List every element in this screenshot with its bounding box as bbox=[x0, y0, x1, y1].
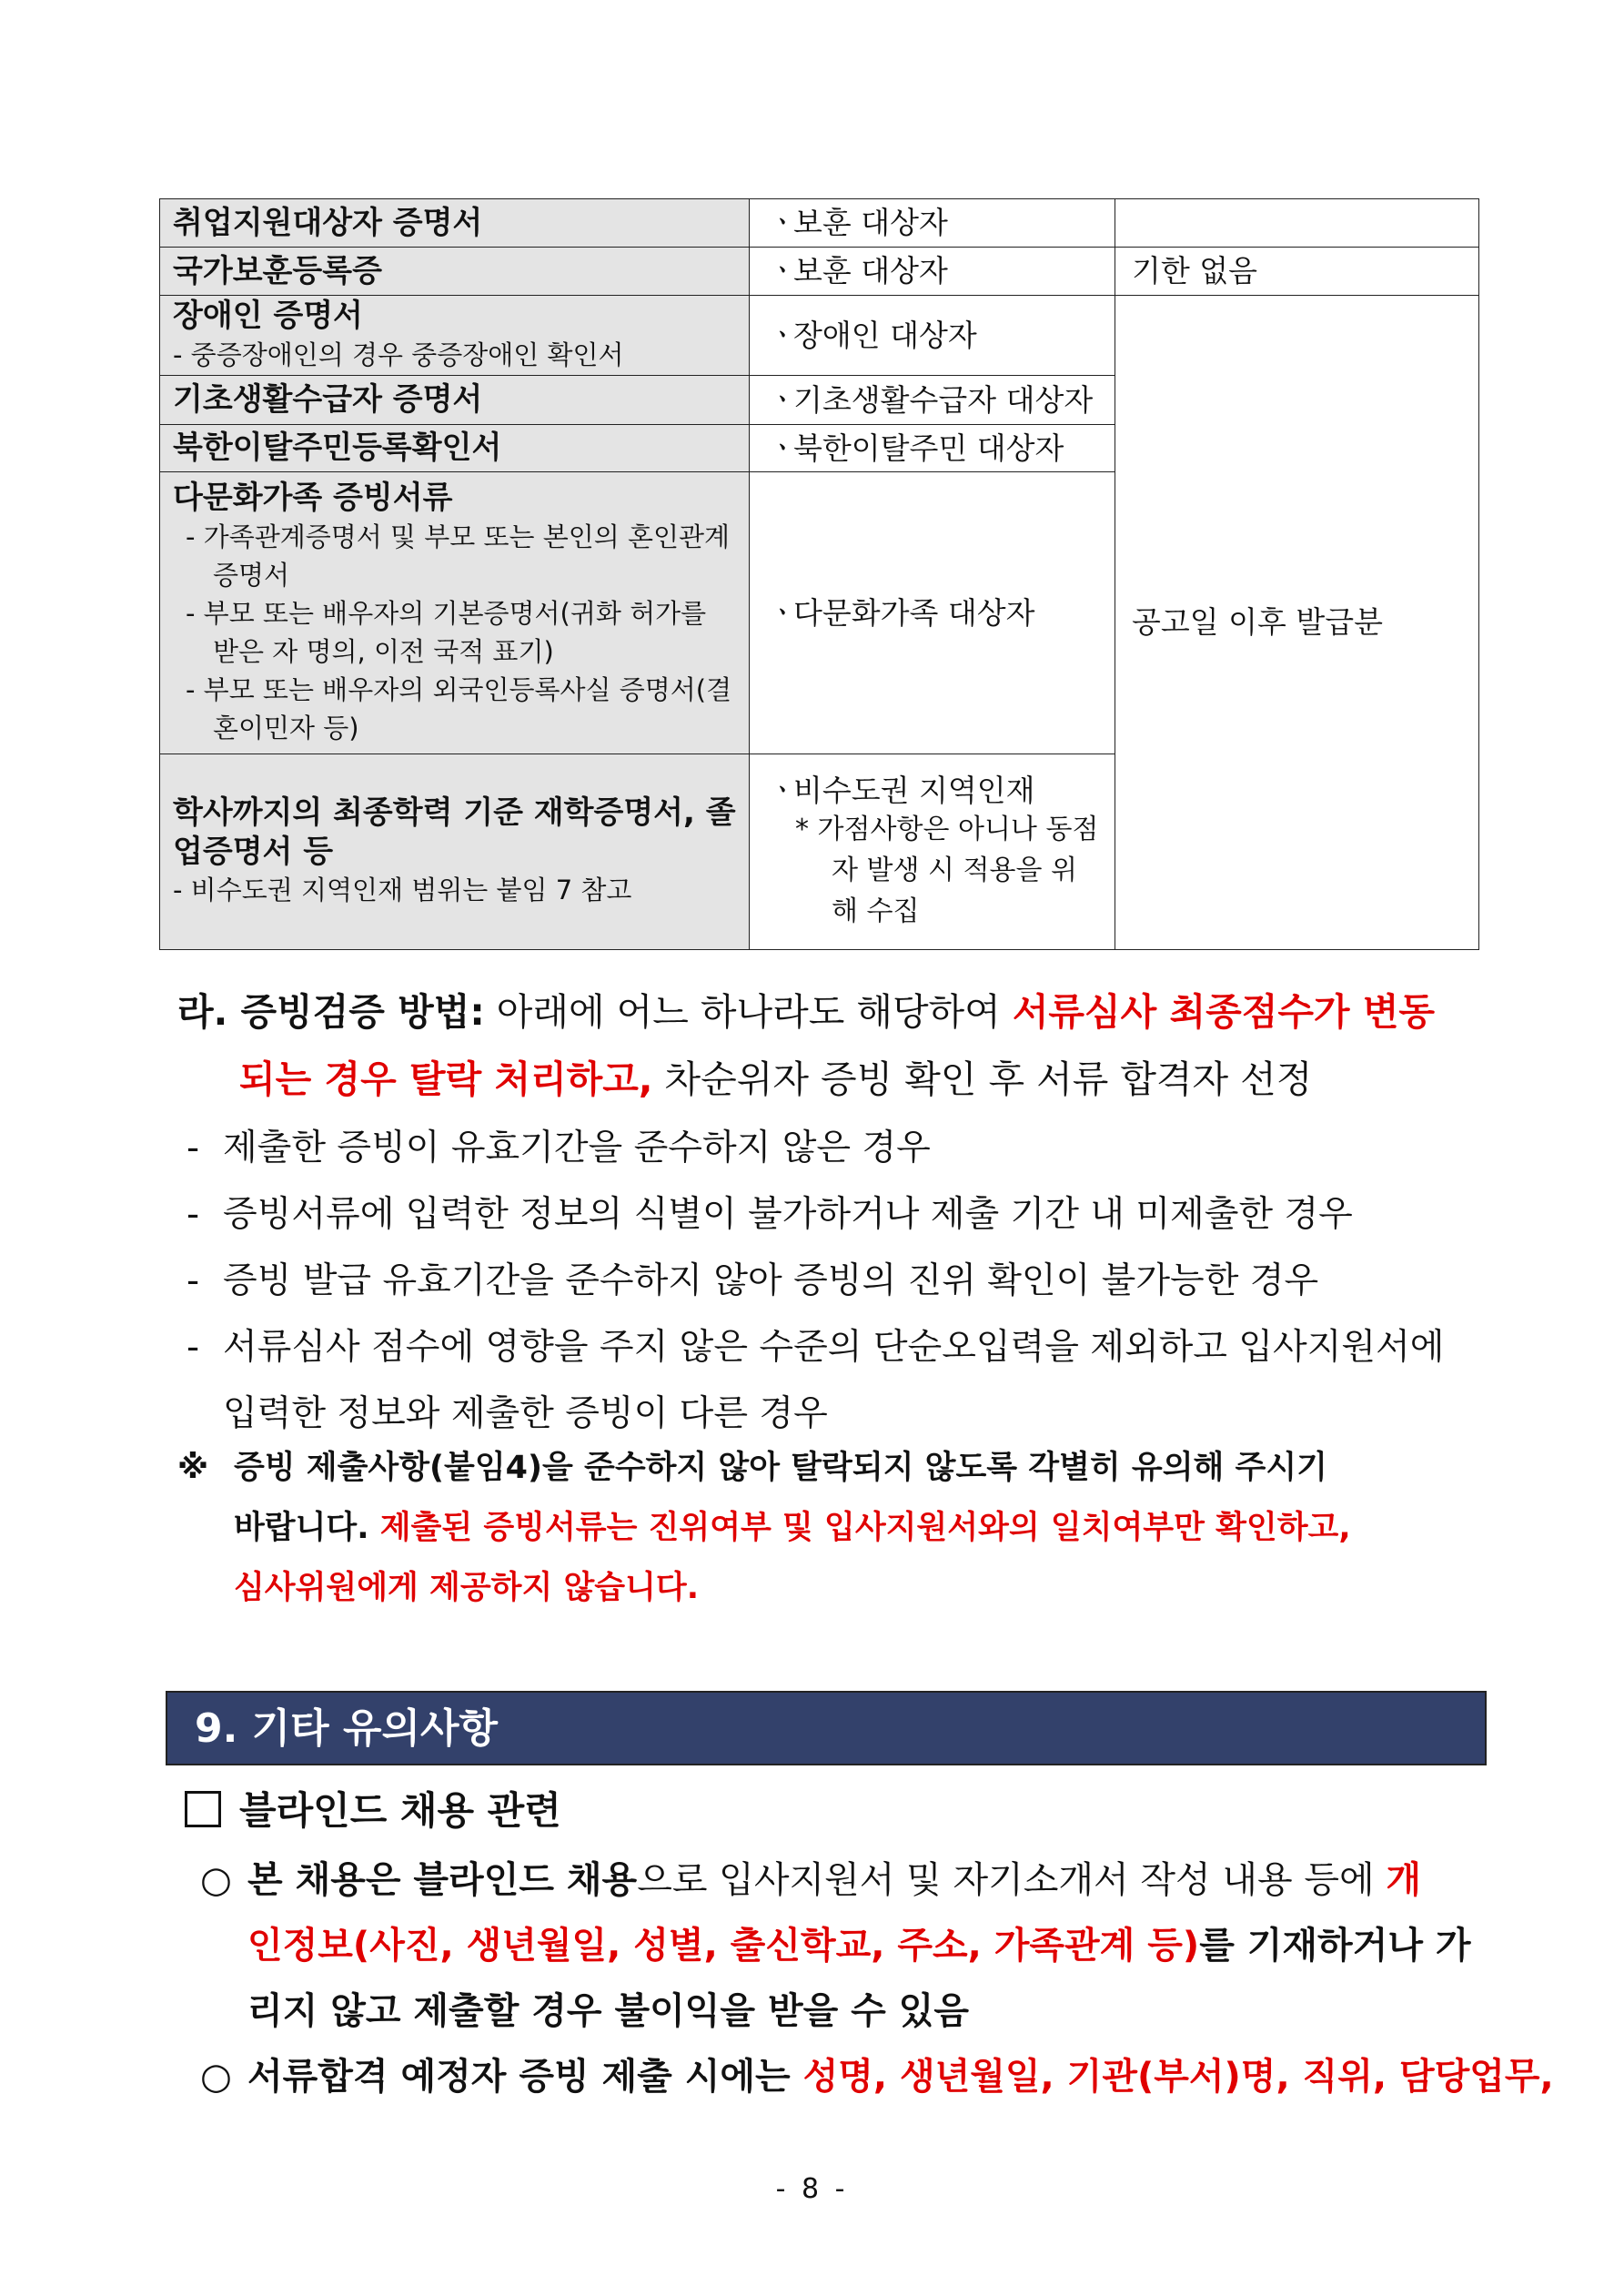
table-row bbox=[160, 248, 1479, 296]
list-item: - 증빙서류에 입력한 정보의 식별이 불가하거나 제출 기간 내 미제출한 경우 bbox=[187, 1194, 1353, 1235]
document-name: 장애인 증명서 - 중증장애인의 경우 중증장애인 확인서 bbox=[160, 296, 750, 376]
target-group: ㆍ기초생활수급자 대상자 bbox=[750, 376, 1115, 425]
document-note: - 비수도권 지역인재 범위는 붙임 7 참고 bbox=[173, 875, 632, 906]
target-group: ㆍ보훈 대상자 bbox=[750, 199, 1115, 248]
list-item: - 증빙 발급 유효기간을 준수하지 않아 증빙의 진위 확인이 불가능한 경우 bbox=[187, 1260, 1319, 1301]
target-group: ㆍ장애인 대상자 bbox=[750, 296, 1115, 376]
document-note-list bbox=[173, 518, 736, 747]
section-header bbox=[166, 1691, 1487, 1765]
blind-hiring-notes: ○ 본 채용은 블라인드 채용으로 입사지원서 및 자기소개서 작성 내용 등에 개 인정보(사진, 생년월일, 성별, 출신학교, 주소, 가족관계 등)를 기재하거나 가 리지 않고 제출할 경우 불이익을 받을 수 있음 ○ 서류합격 예정자 증빙 제출 시에는 성명, 생년월일, 기관(부서)명, 직위, 담당업무, bbox=[200, 1847, 1483, 2109]
table-row bbox=[160, 199, 1479, 248]
section-title: 9. 기타 유의사항 bbox=[195, 1705, 498, 1752]
circle-bullet-icon: ○ bbox=[200, 2056, 232, 2098]
list-item: - 서류심사 점수에 영향을 주지 않은 수준의 단순오입력을 제외하고 입사지원서에 bbox=[187, 1327, 1445, 1368]
target-note: * 가점사항은 아니나 동점자 발생 시 적용을 위해 수집 bbox=[795, 814, 1099, 928]
verification-method-label: 라. 증빙검증 방법: bbox=[177, 990, 485, 1034]
checkbox-square-icon bbox=[185, 1791, 221, 1827]
document-note: - 부모 또는 배우자의 기본증명서(귀화 허가를 받은 자 명의, 이전 국적 표기) bbox=[186, 597, 707, 667]
table-row bbox=[160, 296, 1479, 376]
document-note: - 가족관계증명서 및 부모 또는 본인의 혼인관계증명서 bbox=[186, 521, 731, 591]
evidence-warning-note: ※ 증빙 제출사항(붙임4)을 준수하지 않아 탈락되지 않도록 각별히 유의해 주시기 바랍니다. 제출된 증빙서류는 진위여부 및 입사지원서와의 일치여부만 확인하고, 심사위원에게 제공하지 않습니다. bbox=[177, 1438, 1478, 1618]
list-item: - 제출한 증빙이 유효기간을 준수하지 않은 경우 bbox=[187, 1128, 931, 1168]
disqualification-conditions bbox=[187, 1115, 1478, 1447]
list-item: ○ 본 채용은 블라인드 채용으로 입사지원서 및 자기소개서 작성 내용 등에 개 bbox=[200, 1847, 1483, 1913]
validity-period-merged: 공고일 이후 발급분 bbox=[1115, 296, 1479, 950]
document-note: - 중증장애인의 경우 중증장애인 확인서 bbox=[173, 339, 624, 370]
eligibility-documents-table bbox=[159, 198, 1479, 950]
reference-mark-icon: ※ bbox=[177, 1450, 209, 1486]
verification-method-paragraph: 라. 증빙검증 방법: 아래에 어느 하나라도 해당하여 서류심사 최종점수가 변동 되는 경우 탈락 처리하고, 차순위자 증빙 확인 후 서류 합격자 선정 bbox=[177, 990, 1436, 1101]
document-name: 북한이탈주민등록확인서 bbox=[160, 425, 750, 472]
page-number: - 8 - bbox=[775, 2173, 849, 2205]
list-item-continuation: 입력한 정보와 제출한 증빙이 다른 경우 bbox=[223, 1393, 828, 1434]
document-note: - 부모 또는 배우자의 외국인등록사실 증명서(결혼이민자 등) bbox=[186, 673, 732, 743]
subsection-title: 블라인드 채용 관련 bbox=[185, 1784, 561, 1838]
document-name: 취업지원대상자 증명서 bbox=[160, 199, 750, 248]
validity-period: 기한 없음 bbox=[1115, 248, 1479, 296]
document-name: 학사까지의 최종학력 기준 재학증명서, 졸업증명서 등 - 비수도권 지역인재 범위는 붙임 7 참고 bbox=[160, 754, 750, 950]
document-name: 기초생활수급자 증명서 bbox=[160, 376, 750, 425]
document-name: 국가보훈등록증 bbox=[160, 248, 750, 296]
document-name: 다문화가족 증빙서류 - 가족관계증명서 및 부모 또는 본인의 혼인관계증명서 - 부모 또는 배우자의 기본증명서(귀화 허가를 받은 자 명의, 이전 국적 표기) - 부모 또는 배우자의 외국인등록사실 증명서(결혼이민자 등) bbox=[160, 472, 750, 754]
target-group: ㆍ보훈 대상자 bbox=[750, 248, 1115, 296]
target-group: ㆍ다문화가족 대상자 bbox=[750, 472, 1115, 754]
list-item: ○ 서류합격 예정자 증빙 제출 시에는 성명, 생년월일, 기관(부서)명, 직위, 담당업무, bbox=[200, 2044, 1483, 2109]
target-group: ㆍ북한이탈주민 대상자 bbox=[750, 425, 1115, 472]
circle-bullet-icon: ○ bbox=[200, 1859, 232, 1901]
validity-period bbox=[1115, 199, 1479, 248]
target-group: ㆍ비수도권 지역인재 * 가점사항은 아니나 동점자 발생 시 적용을 위해 수집 bbox=[750, 754, 1115, 950]
